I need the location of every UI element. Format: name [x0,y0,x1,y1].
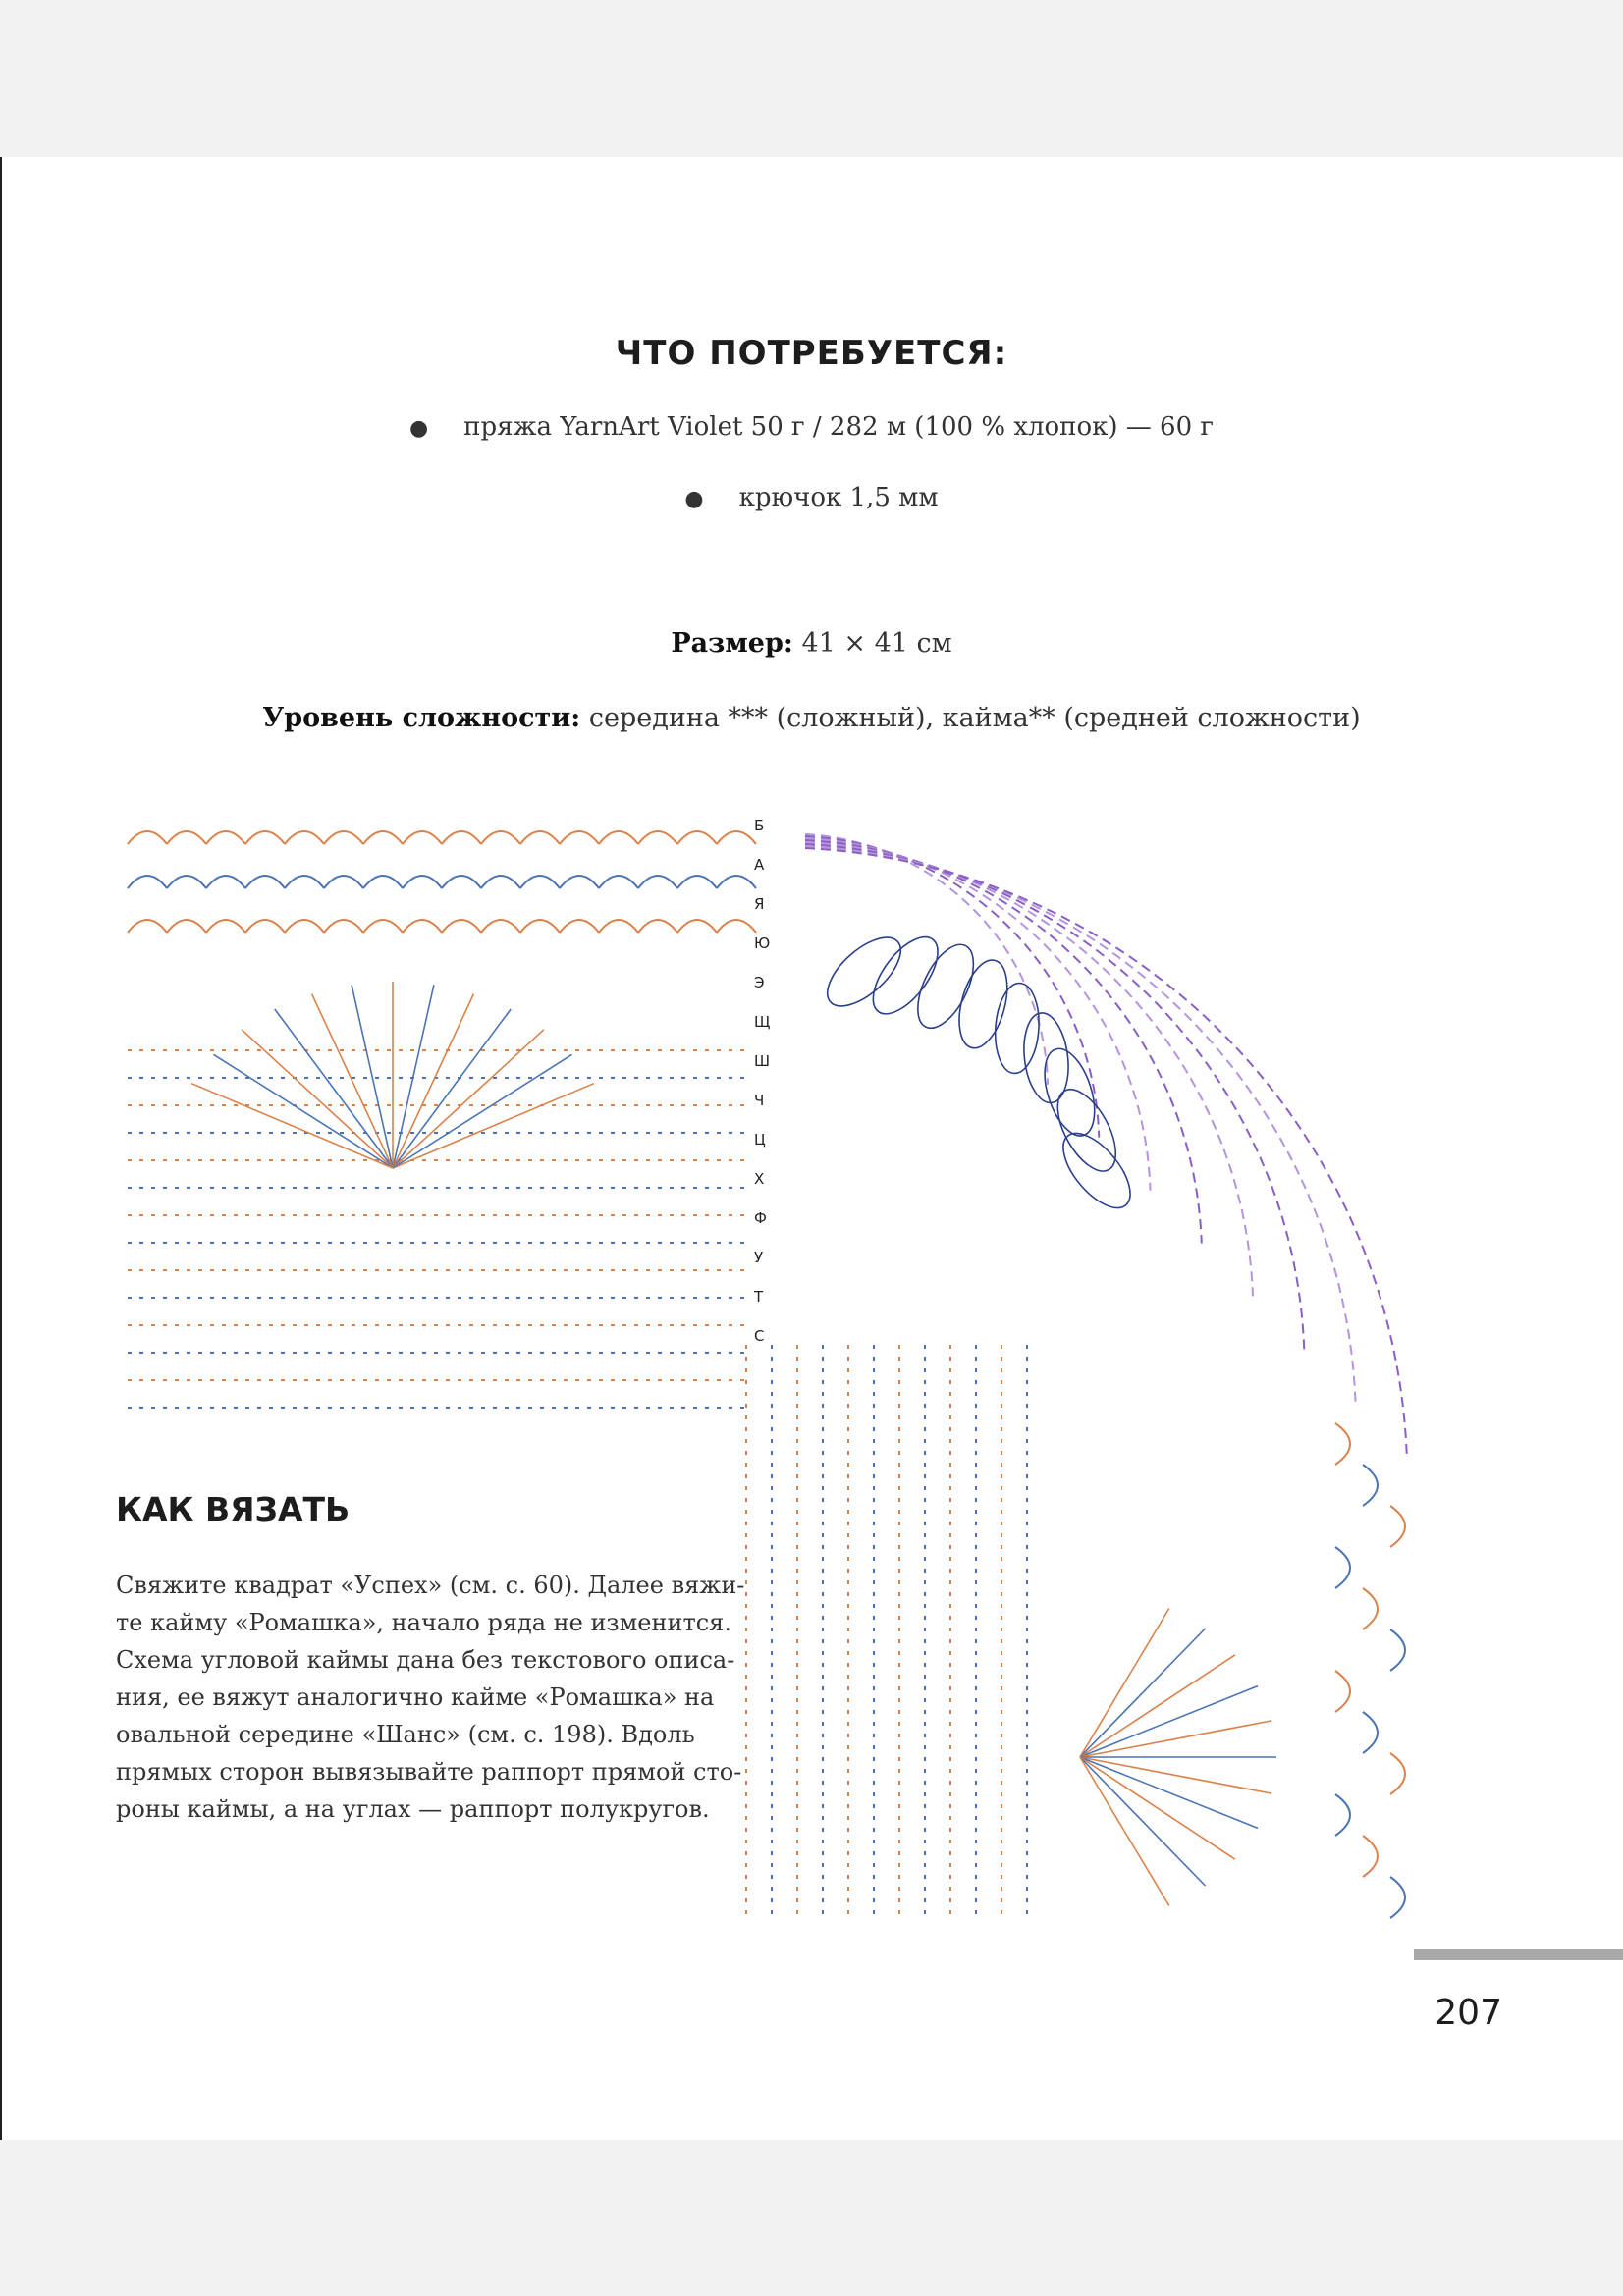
howto-line: те кайму «Ромашка», начало ряда не изменится. [116,1609,731,1636]
chain-arch [717,876,756,888]
chain-arch [245,920,285,933]
row-label: У [754,1249,764,1266]
chain-arch [481,920,520,933]
chain-arch [442,876,481,888]
howto-line: Свяжите квадрат «Успех» (см. с. 60). Далее вяжи- [116,1572,745,1599]
side-arch [1390,1877,1405,1918]
row-label: Ю [754,934,771,952]
fan-stitch [393,1084,594,1168]
chain-arch [599,920,638,933]
row-label: Х [754,1170,765,1188]
chain-arch [206,876,245,888]
chain-arch [245,831,285,844]
size-line [0,628,1623,659]
chain-arch [520,920,560,933]
chain-arch [128,876,167,888]
leaf-motif [906,936,985,1037]
side-arch [1390,1753,1405,1794]
chain-arch [560,831,599,844]
chain-arch [167,920,206,933]
row-label: Ш [754,1052,771,1070]
leaf-motif [861,927,950,1025]
side-fan-stitch [1080,1629,1206,1757]
size-value: 41 × 41 см [801,628,952,659]
material-hook-text: крючок 1,5 мм [738,483,939,512]
howto-line: Схема угловой каймы дана без текстового описа- [116,1646,735,1674]
chain-arch [128,831,167,844]
page-number-bar [1414,1949,1623,1960]
chain-arch [638,831,677,844]
chain-arch [324,831,363,844]
howto-text [116,1567,744,1828]
row-label: А [754,856,765,874]
chain-arch [363,831,403,844]
chain-arch [363,920,403,933]
corner-arc [805,844,1304,1349]
material-yarn [0,412,1623,442]
side-arch [1363,1712,1378,1753]
howto-line: роны каймы, а на углах — раппорт полукругов. [116,1795,710,1823]
side-fan-stitch [1080,1757,1206,1886]
leaf-motif [993,982,1042,1075]
row-label: Э [754,974,765,991]
howto-line: ния, ее вяжут аналогично кайме «Ромашка» на [116,1683,715,1711]
side-arch [1363,1465,1378,1506]
chain-arch [285,831,324,844]
chain-arch [128,920,167,933]
chain-arch [206,831,245,844]
chain-arch [324,876,363,888]
chain-arch [638,876,677,888]
row-label: Я [754,895,765,913]
page-edge [0,157,2,2140]
material-hook [0,483,1623,512]
chain-arch [677,876,717,888]
page-number: 207 [1434,1993,1502,2033]
chain-arch [442,831,481,844]
chain-arch [167,831,206,844]
howto-line: овальной середине «Шанс» (см. с. 198). Вдоль [116,1721,695,1748]
chain-arch [363,876,403,888]
chain-arch [206,920,245,933]
size-label: Размер: [671,628,793,659]
chain-arch [520,876,560,888]
row-label: Ч [754,1092,765,1109]
side-arch [1335,1423,1350,1465]
chain-arch [677,831,717,844]
chain-arch [560,920,599,933]
side-arch [1363,1836,1378,1877]
leaf-motif [816,926,912,1018]
material-yarn-text: пряжа YarnArt Violet 50 г / 282 м (100 % хлопок) — 60 г [463,412,1215,442]
chain-arch [324,920,363,933]
chain-arch [599,876,638,888]
row-label: Щ [754,1013,771,1031]
chain-arch [520,831,560,844]
howto-line: прямых сторон вывязывайте раппорт прямой сто- [116,1758,742,1786]
corner-arc [805,834,1048,1085]
chain-arch [481,831,520,844]
chain-arch [638,920,677,933]
chain-arch [403,831,442,844]
leaf-motif [1046,1081,1127,1181]
chain-arch [245,876,285,888]
chain-arch [560,876,599,888]
corner-arc [805,838,1151,1191]
side-fan-stitch [1080,1686,1258,1757]
level-label: Уровень сложности: [262,703,581,733]
side-arch [1335,1547,1350,1588]
corner-arc [805,840,1202,1244]
side-fan-stitch [1080,1609,1169,1758]
chain-arch [285,876,324,888]
side-arch [1335,1794,1350,1836]
row-label: Ф [754,1209,767,1227]
row-label: Б [754,817,765,834]
row-label: Ц [754,1131,766,1148]
chain-arch [717,920,756,933]
level-line [0,703,1623,733]
chain-arch [442,920,481,933]
corner-arc [805,846,1356,1402]
corner-arc [805,836,1099,1138]
fan-stitch [393,1030,544,1168]
howto-title: КАК ВЯЗАТЬ [116,1490,351,1528]
side-fan-stitch [1080,1757,1169,1906]
level-value: середина *** (сложный), кайма** (средней сложности) [588,703,1361,733]
side-arch [1363,1588,1378,1629]
chain-arch [717,831,756,844]
materials-title: ЧТО ПОТРЕБУЕТСЯ: [615,334,1008,373]
chain-arch [167,876,206,888]
chain-arch [403,876,442,888]
chain-arch [677,920,717,933]
corner-arc [805,842,1253,1296]
side-arch [1335,1671,1350,1712]
bullet-icon: ● [684,487,704,511]
chain-arch [403,920,442,933]
row-label: С [754,1327,765,1345]
chain-arch [285,920,324,933]
side-arch [1390,1506,1405,1547]
fan-stitch [191,1084,393,1168]
bullet-icon: ● [408,416,429,441]
side-arch [1390,1629,1405,1671]
row-label: Т [754,1288,764,1306]
chain-arch [599,831,638,844]
chain-arch [481,876,520,888]
side-fan-stitch [1080,1757,1258,1828]
